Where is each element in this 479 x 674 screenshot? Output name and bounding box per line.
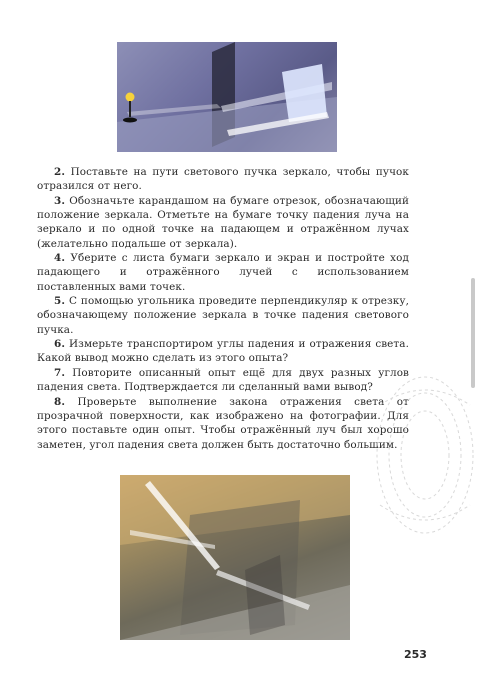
step-number: 7. (54, 366, 66, 379)
step-2 (37, 165, 409, 194)
step-text: Поставьте на пути светового пучка зеркало, чтобы пучок отразился от него. (37, 166, 410, 193)
photo-transparent-surface-illustration (120, 475, 350, 640)
photo-mirror-setup (117, 42, 337, 152)
seal-watermark (340, 365, 475, 545)
step-number: 8. (54, 395, 66, 408)
step-number: 2. (54, 166, 66, 178)
step-text: Измерьте транспортиром углы падения и отражения света. Какой вывод можно сделать из этого опыта? (37, 338, 409, 365)
step-5 (37, 294, 409, 337)
step-text: С помощью угольника проведите перпендикуляр к отрезку, обозначающему положение зеркала в точке падения светового пучка. (37, 295, 409, 336)
step-number: 3. (54, 194, 66, 207)
step-3 (37, 194, 409, 251)
step-text: Проверьте выполнение закона отражения света от прозрачной поверхности, как изображено на фотографии. Для этого поставьте один опыт. Чтобы отражённый луч был хорошо заметен, угол падения света должен быть достаточно большим. (37, 395, 409, 451)
step-text: Обозначьте карандашом на бумаге отрезок, обозначающий положение зеркала. Отметьте на бумаге точку падения луча на зеркало и по одной точке на падающем и отражённом лучах (желательно подальше от зеркала). (37, 194, 410, 250)
photo-mirror-setup-illustration (117, 42, 337, 152)
step-number: 5. (54, 295, 66, 308)
scrollbar[interactable] (471, 278, 475, 388)
step-number: 4. (54, 252, 66, 265)
photo-transparent-surface (120, 475, 350, 640)
step-4 (37, 251, 409, 294)
step-number: 6. (54, 338, 66, 351)
step-text: Повторите описанный опыт ещё для двух разных углов падения света. Подтверждается ли сделанный вами вывод? (37, 366, 409, 394)
page-number: 253 (404, 648, 427, 661)
step-text: Уберите с листа бумаги зеркало и экран и постройте ход падающего и отражённого лучей с использованием поставленных вами точек. (37, 252, 409, 293)
step-6 (37, 337, 409, 366)
